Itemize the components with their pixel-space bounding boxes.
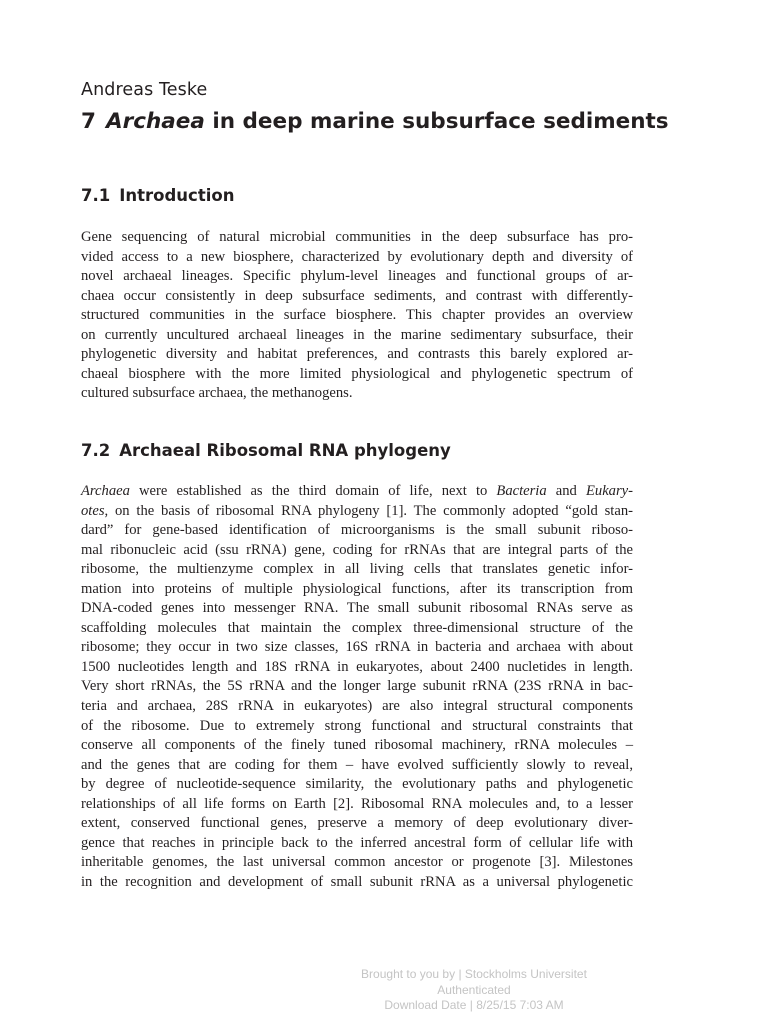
text-run: and (546, 483, 586, 499)
text-line: relationships of all life forms on Earth [2]. Ribosomal RNA molecules and, to a lesser (81, 795, 633, 812)
watermark-line-provider: Brought to you by | Stockholms Universitet (361, 967, 587, 981)
text-line: gence that reaches in principle back to the inferred ancestral form of cellular life with (81, 834, 633, 851)
text-line: in the recognition and development of small subunit rRNA as a universal phylogenetic (81, 873, 633, 890)
text-line: on currently uncultured archaeal lineages in the marine sedimentary subsurface, their (81, 326, 633, 343)
phylogeny-paragraph (81, 482, 633, 892)
text-line: DNA-coded genes into messenger RNA. The small subunit ribosomal RNAs serve as (81, 600, 633, 617)
italic-term-archaea: Archaea (81, 483, 130, 499)
text-line: of the ribosome. Due to extremely strong functional and structural constraints that (81, 717, 633, 734)
text-line: teria and archaea, 28S rRNA in eukaryotes) are also integral structural components (81, 698, 633, 715)
text-line: Gene sequencing of natural microbial communities in the deep subsurface has pro- (81, 229, 633, 245)
chapter-title (81, 109, 681, 134)
text-line: ribosome, the multienzyme complex in all living cells that translates genetic infor- (81, 561, 633, 578)
section-heading-archaeal-rrna-phylogeny (81, 441, 451, 460)
text-line: structured communities in the surface biosphere. This chapter provides an overview (81, 307, 633, 324)
text-line: chaea occur consistently in deep subsurface sediments, and contrast with differently- (81, 287, 633, 304)
text-line: novel archaeal lineages. Specific phylum-level lineages and functional groups of ar- (81, 268, 633, 285)
chapter-number: 7 (81, 109, 96, 134)
introduction-paragraph (81, 228, 633, 404)
text-line: dard” for gene-based identification of microorganisms is the small subunit riboso- (81, 522, 633, 539)
text-line: 1500 nucleotides length and 18S rRNA in eukaryotes, about 2400 nucletides in length. (81, 658, 633, 675)
section-number: 7.1 (81, 186, 111, 205)
text-line: and the genes that are coding for them – have evolved sufficiently slowly to reveal, (81, 756, 633, 773)
italic-term-bacteria: Bacteria (496, 483, 547, 499)
text-line: chaeal biosphere with the more limited physiological and phylogenetic spectrum of (81, 365, 633, 382)
text-line: conserve all components of the finely tuned ribosomal machinery, rRNA molecules – (81, 737, 633, 754)
text-line: mation into proteins of multiple physiological functions, after its transcription from (81, 580, 633, 597)
watermark-line-date: Download Date | 8/25/15 7:03 AM (384, 998, 564, 1012)
author-name: Andreas Teske (81, 80, 208, 100)
text-line: extent, conserved functional genes, preserve a memory of deep evolutionary diver- (81, 815, 633, 832)
text-line: inheritable genomes, the last universal common ancestor or progenote [3]. Milestones (81, 854, 633, 871)
text-line (81, 482, 633, 502)
text-run: were established as the third domain of life, next to (129, 483, 497, 499)
text-line: ribosome; they occur in two size classes, 16S rRNA in bacteria and archaea with about (81, 639, 633, 656)
italic-term-eukaryotes-cont: otes (81, 502, 105, 519)
text-line: scaffolding molecules that maintain the complex three-dimensional structure of the (81, 619, 633, 636)
download-watermark (334, 967, 614, 1014)
text-line: cultured subsurface archaea, the methanogens. (81, 385, 353, 402)
section-number: 7.2 (81, 441, 111, 460)
text-run: , on the basis of ribosomal RNA phylogeny [1]. The commonly adopted “gold stan- (104, 502, 633, 519)
text-line: mal ribonucleic acid (ssu rRNA) gene, coding for rRNAs that are integral parts of the (81, 541, 633, 558)
text-line: by degree of nucleotide-sequence similarity, the evolutionary paths and phylogenetic (81, 776, 633, 793)
section-title: Archaeal Ribosomal RNA phylogeny (119, 441, 451, 460)
chapter-title-rest: in deep marine subsurface sediments (204, 109, 669, 134)
watermark-line-auth: Authenticated (437, 982, 511, 997)
text-line (81, 502, 633, 522)
text-line: Very short rRNAs, the 5S rRNA and the longer large subunit rRNA (23S rRNA in bac- (81, 678, 633, 695)
section-heading-introduction (81, 186, 234, 205)
section-title: Introduction (119, 186, 235, 205)
text-line: phylogenetic diversity and habitat preferences, and contrasts this barely explored ar- (81, 346, 633, 363)
text-line: vided access to a new biosphere, characterized by evolutionary depth and diversity of (81, 248, 633, 265)
chapter-title-italic: Archaea (105, 109, 205, 134)
italic-term-eukaryotes: Eukary- (585, 483, 633, 499)
